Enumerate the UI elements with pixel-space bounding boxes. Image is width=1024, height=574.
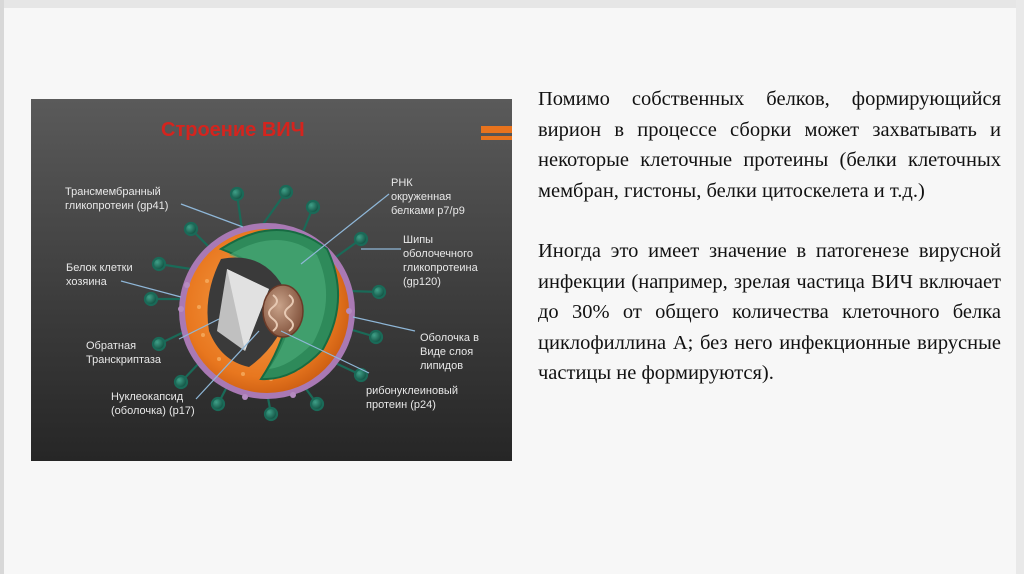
label-envelope-2: Виде слоя: [420, 346, 474, 358]
explanation-text: [538, 84, 1001, 389]
label-spikes-2: оболочечного: [403, 248, 474, 260]
label-ribonucleo-1: рибонуклеиновый: [366, 385, 458, 397]
figure-title: Строение ВИЧ: [161, 119, 305, 141]
label-nucleocapsid-1: Нуклеокапсид: [111, 391, 184, 403]
orange-accent: [481, 126, 512, 140]
label-nucleocapsid-2: (оболочка) (р17): [111, 405, 195, 417]
label-envelope-1: Оболочка в: [420, 332, 479, 344]
label-spikes-1: Шипы: [403, 234, 434, 246]
label-transmembrane-2: гликопротеин (gp41): [65, 200, 169, 212]
label-rna-1: РНК: [391, 177, 413, 189]
label-reverse-2: Транскриптаза: [86, 354, 162, 366]
slide-top-edge: [0, 0, 1024, 8]
slide-right-edge: [1016, 0, 1024, 574]
hiv-structure-figure: [31, 99, 512, 461]
label-envelope-3: липидов: [420, 360, 464, 372]
label-host-protein-2: хозяина: [66, 276, 107, 288]
label-transmembrane-1: Трансмембранный: [65, 186, 161, 198]
label-reverse-1: Обратная: [86, 340, 137, 352]
label-spikes-3: гликопротеина: [403, 262, 478, 274]
hiv-diagram: [31, 99, 512, 461]
label-spikes-4: (gp120): [403, 276, 441, 288]
slide-left-edge: [0, 0, 4, 574]
label-rna-2: окруженная: [391, 191, 452, 203]
paragraph-pathogenesis: Иногда это имеет значение в патогенезе вирусной инфекции (например, зрелая частица ВИЧ включает до 30% от общего количества клеточного белка циклофиллина А; без него инфекционные вирусные частицы не формируются).: [538, 240, 1001, 384]
paragraph-captured-proteins: Помимо собственных белков, формирующийся вирион в процессе сборки может захватывать и некоторые клеточные протеины (белки клеточных мембран, гистоны, белки цитоскелета и т.д.): [538, 88, 1001, 202]
label-host-protein-1: Белок клетки: [66, 262, 133, 274]
label-ribonucleo-2: протеин (р24): [366, 399, 436, 411]
label-rna-3: белками р7/р9: [391, 205, 465, 217]
